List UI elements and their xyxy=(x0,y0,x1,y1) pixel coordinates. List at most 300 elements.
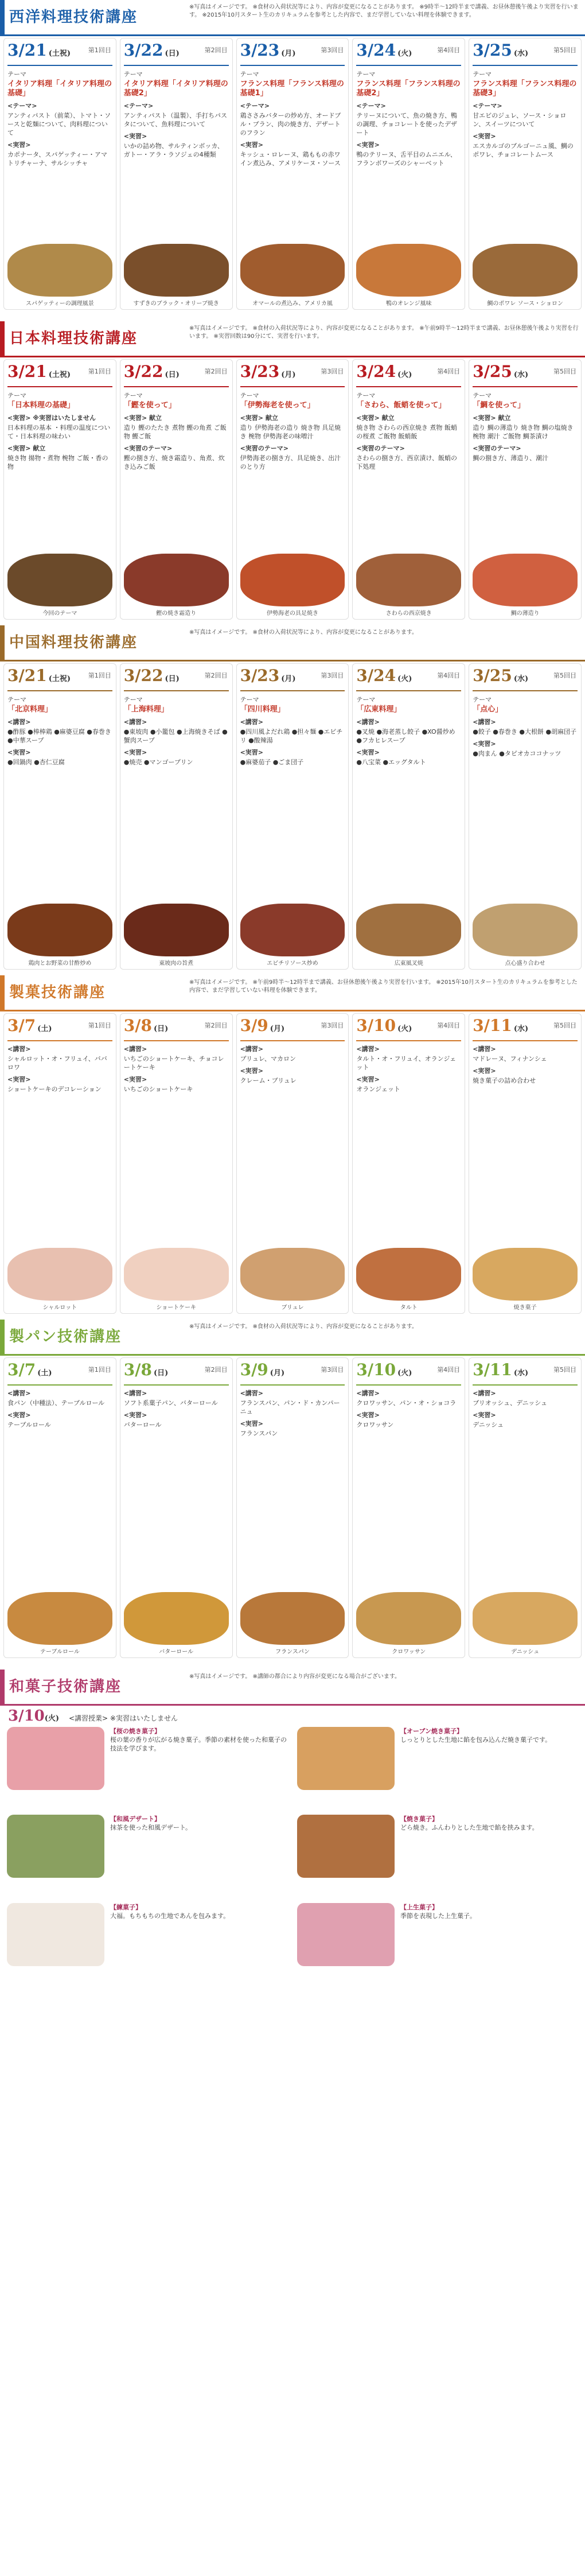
session-theme: 「北京料理」 xyxy=(7,705,53,714)
content-block xyxy=(124,1045,229,1072)
date-rule xyxy=(356,690,461,691)
block-heading: <実習> xyxy=(473,1067,496,1075)
accent-bar xyxy=(0,1670,5,1704)
session-day: (月) xyxy=(281,49,296,58)
dish-photo xyxy=(356,244,461,297)
block-heading: <講習> xyxy=(473,718,496,726)
session-date-value: 3/22 xyxy=(123,666,163,685)
block-heading: <講習> xyxy=(123,1045,147,1053)
session-number: 第4回目 xyxy=(437,1366,461,1373)
session-day: (土祝) xyxy=(48,371,71,379)
session-card xyxy=(352,38,465,310)
session-date-value: 3/11 xyxy=(473,1016,512,1035)
photo-caption: 点心盛り合わせ xyxy=(505,960,545,967)
photo-caption: シャルロット xyxy=(42,1305,77,1311)
session-number: 第5回目 xyxy=(553,1366,576,1373)
session-date-value: 3/8 xyxy=(123,1016,152,1035)
content-block xyxy=(240,1419,345,1438)
date-rule xyxy=(240,65,345,66)
section-header xyxy=(0,975,585,1011)
block-text: ブリオッシュ、デニッシュ xyxy=(473,1399,547,1407)
photo-caption: ショートケーキ xyxy=(156,1305,196,1311)
session-card xyxy=(236,663,349,970)
block-heading: <講習> xyxy=(356,1390,380,1397)
session-number: 第1回目 xyxy=(88,368,111,375)
content-block xyxy=(473,740,578,758)
photo-caption: タルト xyxy=(400,1305,418,1311)
session-number: 第1回目 xyxy=(88,46,111,54)
photo-caption: すずきのブラック・オリーブ焼き xyxy=(133,301,219,307)
block-text: ●酢豚 ●棒棒鶏 ●麻婆豆腐 ●春巻き ●中華スープ xyxy=(7,728,111,744)
dish-photo xyxy=(356,554,461,606)
content-block xyxy=(240,1389,345,1416)
dish-photo xyxy=(240,244,345,297)
dish-photo xyxy=(124,1592,229,1645)
session-day: (火) xyxy=(397,1369,412,1378)
content-block xyxy=(356,1045,461,1072)
date-rule xyxy=(356,1384,461,1386)
session-date-value: 3/10 xyxy=(356,1360,396,1379)
content-block xyxy=(240,414,345,441)
date-rule xyxy=(240,1040,345,1041)
session-date-value: 3/21 xyxy=(7,362,47,381)
content-block xyxy=(473,444,578,462)
photo-caption: フランスパン xyxy=(275,1649,310,1655)
content-block xyxy=(356,748,461,766)
session-date-value: 3/9 xyxy=(240,1016,268,1035)
session-theme: フランス料理「フランス料理の基礎1」 xyxy=(240,80,344,98)
section-notes: ※写真はイメージです。 ※講師の都合により内容が変更になる場合がございます。 xyxy=(189,1674,401,1680)
session-date-value: 3/24 xyxy=(356,666,396,685)
session-columns xyxy=(3,38,582,310)
wagashi-item xyxy=(297,1903,578,1985)
block-heading: <実習> xyxy=(7,749,31,756)
date-rule xyxy=(7,386,112,387)
date-rule xyxy=(473,1040,578,1041)
session-card xyxy=(120,1357,233,1658)
block-heading: <実習> xyxy=(356,749,380,756)
session-day: (火) xyxy=(397,1025,412,1033)
wagashi-item xyxy=(7,1815,288,1897)
content-block xyxy=(124,1389,229,1407)
block-text: 鯛の捌き方、薄造り、潮汁 xyxy=(473,454,549,462)
session-date-value: 3/23 xyxy=(240,362,280,381)
accent-bar xyxy=(0,975,5,1010)
session-number: 第3回目 xyxy=(321,1366,344,1373)
section-japanese xyxy=(0,321,585,620)
content-block xyxy=(7,1411,112,1429)
date-rule xyxy=(473,386,578,387)
session-date-value: 3/22 xyxy=(123,41,163,60)
date-rule xyxy=(356,386,461,387)
session-theme: フランス料理「フランス料理の基礎2」 xyxy=(356,80,461,98)
dish-photo xyxy=(473,554,578,606)
content-block xyxy=(473,718,578,736)
block-text: デニッシュ xyxy=(473,1421,504,1429)
session-date-value: 3/25 xyxy=(473,362,512,381)
theme-label: テーマ xyxy=(473,71,492,78)
block-heading: <実習> 献立 xyxy=(7,445,46,452)
session-theme: 「鯛を使って」 xyxy=(473,401,525,410)
block-text: ソフト系菓子パン、バターロール xyxy=(123,1399,218,1407)
block-heading: <実習> xyxy=(473,1411,496,1419)
content-block xyxy=(240,444,345,471)
content-block xyxy=(473,102,578,129)
block-heading: <実習> 献立 xyxy=(123,414,162,422)
session-date-value: 3/7 xyxy=(7,1016,36,1035)
wagashi-photo xyxy=(7,1727,104,1790)
session-number: 第2回目 xyxy=(204,46,228,54)
session-card xyxy=(3,359,116,620)
date-rule xyxy=(356,65,461,66)
session-columns xyxy=(3,1357,582,1658)
block-heading: <講習> xyxy=(356,718,380,726)
block-text: 日本料理の基本 ・料理の温度について・日本料理の味わい xyxy=(7,424,111,440)
wagashi-item-title: 【オーブン焼き菓子】 xyxy=(400,1727,463,1735)
session-date-value: 3/10 xyxy=(356,1016,396,1035)
content-block xyxy=(124,414,229,441)
content-block xyxy=(7,141,112,168)
block-text: 甘エビのジュレ、ソース・ショロン、スイーツについて xyxy=(473,112,567,128)
photo-caption: デニッシュ xyxy=(511,1649,540,1655)
wagashi-item xyxy=(297,1727,578,1809)
block-heading: <実習> 献立 xyxy=(240,414,278,422)
block-text: 焼き物 揚物・煮物 椀物 ご飯・香の物 xyxy=(7,454,108,470)
block-text: タルト・オ・フリュイ、オランジェット xyxy=(356,1055,457,1071)
session-date-value: 3/22 xyxy=(123,362,163,381)
session-date-value: 3/10 xyxy=(8,1707,45,1725)
content-block xyxy=(124,748,229,766)
wagashi-lead: <講習授業> ※実習はいたしません xyxy=(69,1714,178,1722)
content-block xyxy=(124,1411,229,1429)
session-columns xyxy=(3,663,582,970)
block-heading: <実習> 献立 xyxy=(356,414,395,422)
session-card xyxy=(120,38,233,310)
block-text: ●叉焼 ●海老蒸し餃子 ●XO醤炒め ●フカヒレスープ xyxy=(356,728,455,744)
dish-photo xyxy=(124,244,229,297)
dish-photo xyxy=(240,554,345,606)
photo-caption: ブリュレ xyxy=(281,1305,304,1311)
content-block xyxy=(240,718,345,745)
block-heading: <講習> xyxy=(240,1390,264,1397)
session-number: 第5回目 xyxy=(553,46,576,54)
block-heading: <実習のテーマ> xyxy=(240,445,289,452)
block-heading: <実習> xyxy=(473,133,496,140)
session-day: (月) xyxy=(270,1025,285,1033)
wagashi-text xyxy=(400,1903,476,1920)
session-theme: 「点心」 xyxy=(473,705,503,714)
photo-caption: オマールの煮込み、アメリカ風 xyxy=(252,301,333,307)
session-day: (水) xyxy=(513,675,529,683)
date-rule xyxy=(356,1040,461,1041)
block-text: ●肉まん ●タピオカココナッツ xyxy=(473,750,561,757)
session-day: (火) xyxy=(397,371,412,379)
date-rule xyxy=(473,65,578,66)
content-block xyxy=(7,414,112,441)
photo-caption: クロワッサン xyxy=(392,1649,426,1655)
session-number: 第4回目 xyxy=(437,1022,461,1029)
block-heading: <講習> xyxy=(7,1045,31,1053)
session-number: 第3回目 xyxy=(321,46,344,54)
block-text: ブリュレ、マカロン xyxy=(240,1055,296,1063)
session-number: 第2回目 xyxy=(204,1366,228,1373)
block-text: ●四川風よだれ鶏 ●担々麺 ●エビチリ ●酸辣湯 xyxy=(240,728,343,744)
wagashi-item-title: 【上生菓子】 xyxy=(400,1903,438,1911)
dish-photo xyxy=(124,554,229,606)
section-notes: ※写真はイメージです。 ※午前9時半〜12時半まで講義、お昼休憩後午後より実習を行います。 ※2015年10月スタート生のカリキュラムを参考とした内容で、まだ学習していない料理を体験できます。 xyxy=(189,979,578,994)
content-block xyxy=(473,132,578,159)
session-card xyxy=(469,38,582,310)
wagashi-item-desc: 季節を表現した上生菓子。 xyxy=(400,1912,476,1920)
block-heading: <実習> xyxy=(123,749,147,756)
content-block xyxy=(240,748,345,766)
block-text: いちごのショートケーキ、チョコレートケーキ xyxy=(123,1055,224,1071)
content-block xyxy=(7,444,112,471)
section-title: 中国料理技術講座 xyxy=(9,634,138,651)
block-text: マドレーヌ、フィナンシェ xyxy=(473,1055,547,1063)
content-block xyxy=(473,1067,578,1085)
content-block xyxy=(356,1075,461,1094)
block-text: シャルロット・オ・フリュイ、ババロワ xyxy=(7,1055,107,1071)
block-heading: <講習> xyxy=(473,1045,496,1053)
session-day: (日) xyxy=(165,371,180,379)
block-text: 鶏ささみバターの炒め方、オードブル・ブラン、肉の焼き方、デザートのフラン xyxy=(240,112,341,137)
wagashi-item xyxy=(7,1727,288,1809)
theme-label: テーマ xyxy=(123,392,143,399)
content-block xyxy=(7,748,112,766)
content-block xyxy=(7,1045,112,1072)
session-date-value: 3/25 xyxy=(473,41,512,60)
session-number: 第2回目 xyxy=(204,672,228,679)
session-day: (土祝) xyxy=(48,49,71,58)
wagashi-item-title: 【練菓子】 xyxy=(110,1903,142,1911)
section-header xyxy=(0,1670,585,1706)
session-date-value: 3/8 xyxy=(123,1360,152,1379)
block-text: クロワッサン、パン・オ・ショコラ xyxy=(356,1399,457,1407)
block-heading: <実習> xyxy=(123,133,147,140)
block-text: 造り 鯛の薄造り 焼き物 鯛の塩焼き 椀物 潮汁 ご飯物 鯛茶漬け xyxy=(473,424,574,440)
session-number: 第2回目 xyxy=(204,1022,228,1029)
photo-caption: 広東風叉焼 xyxy=(394,960,423,967)
date-rule xyxy=(7,690,112,691)
theme-label: テーマ xyxy=(7,392,26,399)
session-card xyxy=(236,38,349,310)
block-text: ●東坡肉 ●小籠包 ●上海焼きそば ●蟹肉スープ xyxy=(123,728,228,744)
content-block xyxy=(240,1045,345,1063)
wagashi-text xyxy=(110,1815,192,1832)
block-text: バターロール xyxy=(123,1421,162,1429)
content-block xyxy=(240,141,345,168)
section-title: 製パン技術講座 xyxy=(9,1328,122,1345)
wagashi-item-desc: 桜の葉の香りが広がる焼き菓子。季節の素材を使った和菓子の技法を学びます。 xyxy=(110,1736,287,1752)
block-text: いちごのショートケーキ xyxy=(123,1085,193,1093)
block-text: ●麻婆茄子 ●ごま団子 xyxy=(240,758,304,766)
block-text: キッシュ・ロレーヌ、鶏ももの赤ワイン煮込み、アメリケーヌ・ソース xyxy=(240,151,341,167)
content-block xyxy=(356,1389,461,1407)
session-card xyxy=(120,1013,233,1314)
session-day: (水) xyxy=(513,1369,529,1378)
dish-photo xyxy=(7,1248,112,1301)
accent-bar xyxy=(0,321,5,356)
block-text: 焼き菓子の詰め合わせ xyxy=(473,1077,536,1084)
session-day: (月) xyxy=(281,371,296,379)
theme-label: テーマ xyxy=(473,392,492,399)
theme-label: テーマ xyxy=(240,71,259,78)
content-block xyxy=(7,1389,112,1407)
date-rule xyxy=(473,690,578,691)
session-card xyxy=(469,1357,582,1658)
date-rule xyxy=(240,386,345,387)
session-theme: イタリア料理「イタリア料理の基礎」 xyxy=(7,80,112,98)
wagashi-text xyxy=(400,1815,539,1832)
block-heading: <実習> xyxy=(240,1420,264,1427)
block-text: ●回鍋肉 ●杏仁豆腐 xyxy=(7,758,65,766)
block-heading: <実習のテーマ> xyxy=(356,445,405,452)
session-theme: 「鰹を使って」 xyxy=(123,401,176,410)
photo-caption: 鯛の薄造り xyxy=(510,610,540,617)
block-text: エスカルゴのブルゴーニュ風、鯛のポワレ、チョコレートムース xyxy=(473,142,574,158)
section-bread xyxy=(0,1320,585,1658)
session-theme: 「四川料理」 xyxy=(240,705,285,714)
session-date-value: 3/11 xyxy=(473,1360,512,1379)
dish-photo xyxy=(7,904,112,956)
wagashi-item xyxy=(297,1815,578,1897)
session-day: (月) xyxy=(281,675,296,683)
section-pastry xyxy=(0,975,585,1314)
date-rule xyxy=(124,65,229,66)
block-text: ●八宝菜 ●エッグタルト xyxy=(356,758,426,766)
session-theme: イタリア料理「イタリア料理の基礎2」 xyxy=(123,80,228,98)
dish-photo xyxy=(240,1248,345,1301)
session-date-value: 3/7 xyxy=(7,1360,36,1379)
theme-label: テーマ xyxy=(7,696,26,703)
dish-photo xyxy=(356,1592,461,1645)
theme-label: テーマ xyxy=(240,696,259,703)
session-card xyxy=(469,663,582,970)
session-columns xyxy=(3,359,582,620)
date-rule xyxy=(124,690,229,691)
session-number: 第5回目 xyxy=(553,672,576,679)
dish-photo xyxy=(124,1248,229,1301)
block-text: クロワッサン xyxy=(356,1421,394,1429)
session-day: (火) xyxy=(397,675,412,683)
session-number: 第1回目 xyxy=(88,1022,111,1029)
block-heading: <講習> xyxy=(123,718,147,726)
section-title: 製菓技術講座 xyxy=(9,984,106,1001)
date-rule xyxy=(7,65,112,66)
block-heading: <テーマ> xyxy=(240,102,270,110)
content-block xyxy=(124,102,229,129)
wagashi-item-title: 【焼き菓子】 xyxy=(400,1815,438,1823)
block-heading: <実習> xyxy=(240,1067,264,1075)
dish-photo xyxy=(240,904,345,956)
block-text: 伊勢海老の捌き方、具足焼き、出汁のとり方 xyxy=(240,454,341,470)
session-day: (日) xyxy=(165,49,180,58)
session-day: (日) xyxy=(165,675,180,683)
block-text: ショートケーキのデコレーション xyxy=(7,1085,102,1093)
section-chinese xyxy=(0,625,585,970)
session-number: 第5回目 xyxy=(553,368,576,375)
block-heading: <講習> xyxy=(7,1390,31,1397)
content-block xyxy=(124,132,229,159)
session-number: 第3回目 xyxy=(321,1022,344,1029)
wagashi-item-desc: どら焼き。ふんわりとした生地で餡を挟みます。 xyxy=(400,1824,539,1832)
session-card xyxy=(3,1357,116,1658)
content-block xyxy=(240,1067,345,1085)
session-number: 第4回目 xyxy=(437,368,461,375)
photo-caption: バターロール xyxy=(159,1649,194,1655)
session-card xyxy=(469,359,582,620)
session-day: (日) xyxy=(154,1025,169,1033)
session-theme: 「日本料理の基礎」 xyxy=(7,401,75,410)
block-heading: <実習> ※実習はいたしません xyxy=(7,414,96,422)
wagashi-photo xyxy=(7,1903,104,1966)
wagashi-text xyxy=(400,1727,551,1744)
photo-caption: 焼き菓子 xyxy=(513,1305,537,1311)
block-text: テリーヌについて、魚の焼き方、鴨の調理、チョコレートを使ったデザート xyxy=(356,112,458,137)
date-rule xyxy=(240,690,345,691)
block-heading: <実習> xyxy=(123,1076,147,1083)
block-heading: <実習> xyxy=(473,740,496,748)
date-rule xyxy=(7,1384,112,1386)
photo-caption: テーブルロール xyxy=(40,1649,80,1655)
dish-photo xyxy=(356,904,461,956)
theme-label: テーマ xyxy=(240,392,259,399)
session-theme: 「伊勢海老を使って」 xyxy=(240,401,315,410)
content-block xyxy=(240,102,345,137)
block-text: ●餃子 ●春巻き ●大根餅 ●胡麻団子 xyxy=(473,728,577,736)
date-rule xyxy=(124,1384,229,1386)
session-card xyxy=(120,663,233,970)
session-day: (水) xyxy=(513,49,529,58)
content-block xyxy=(7,718,112,745)
dish-photo xyxy=(240,1592,345,1645)
block-text: アンティパスト（前菜）、トマト・ソースと乾麺について、肉料理について xyxy=(7,112,111,137)
session-card xyxy=(352,663,465,970)
session-card xyxy=(3,38,116,310)
block-text: 焼き物 さわらの西京焼き 煮物 飯蛸の桜煮 ご飯物 飯蛸飯 xyxy=(356,424,457,440)
block-heading: <講習> xyxy=(7,718,31,726)
block-text: 造り 伊勢海老の造り 焼き物 具足焼き 椀物 伊勢海老の味噌汁 xyxy=(240,424,341,440)
dish-photo xyxy=(473,1592,578,1645)
date-rule xyxy=(124,386,229,387)
wagashi-date xyxy=(8,1707,59,1725)
block-heading: <実習> xyxy=(240,141,264,149)
session-columns xyxy=(3,1013,582,1314)
content-block xyxy=(124,444,229,471)
block-heading: <講習> xyxy=(473,1390,496,1397)
wagashi-photo xyxy=(297,1815,395,1878)
block-text: 食パン（中種法）、テーブルロール xyxy=(7,1399,105,1407)
block-heading: <実習> xyxy=(356,141,380,149)
accent-bar xyxy=(0,625,5,660)
block-text: いかの詰め物、サルティンボッカ、ガトー・アラ・ラソジェの4種類 xyxy=(123,142,224,158)
session-date-value: 3/9 xyxy=(240,1360,268,1379)
section-header xyxy=(0,625,585,661)
content-block xyxy=(7,102,112,137)
section-notes: ※写真はイメージです。 ※食材の入荷状況等により、内容が変更になることがあります。 ※午前9時半〜12時半まで講義、お昼休憩後午後より実習を行います。 ※実習回数は90分にて、実習を行います。 xyxy=(189,325,579,340)
theme-label: テーマ xyxy=(356,696,376,703)
block-heading: <講習> xyxy=(356,1045,380,1053)
session-card xyxy=(352,1357,465,1658)
session-card xyxy=(236,1013,349,1314)
block-text: カポナータ、スパゲッティー・アマトリチャーナ、サルシッチャ xyxy=(7,151,108,167)
session-card xyxy=(469,1013,582,1314)
wagashi-photo xyxy=(7,1815,104,1878)
block-heading: <実習> xyxy=(356,1411,380,1419)
section-header xyxy=(0,1320,585,1356)
block-text: オランジェット xyxy=(356,1085,400,1093)
